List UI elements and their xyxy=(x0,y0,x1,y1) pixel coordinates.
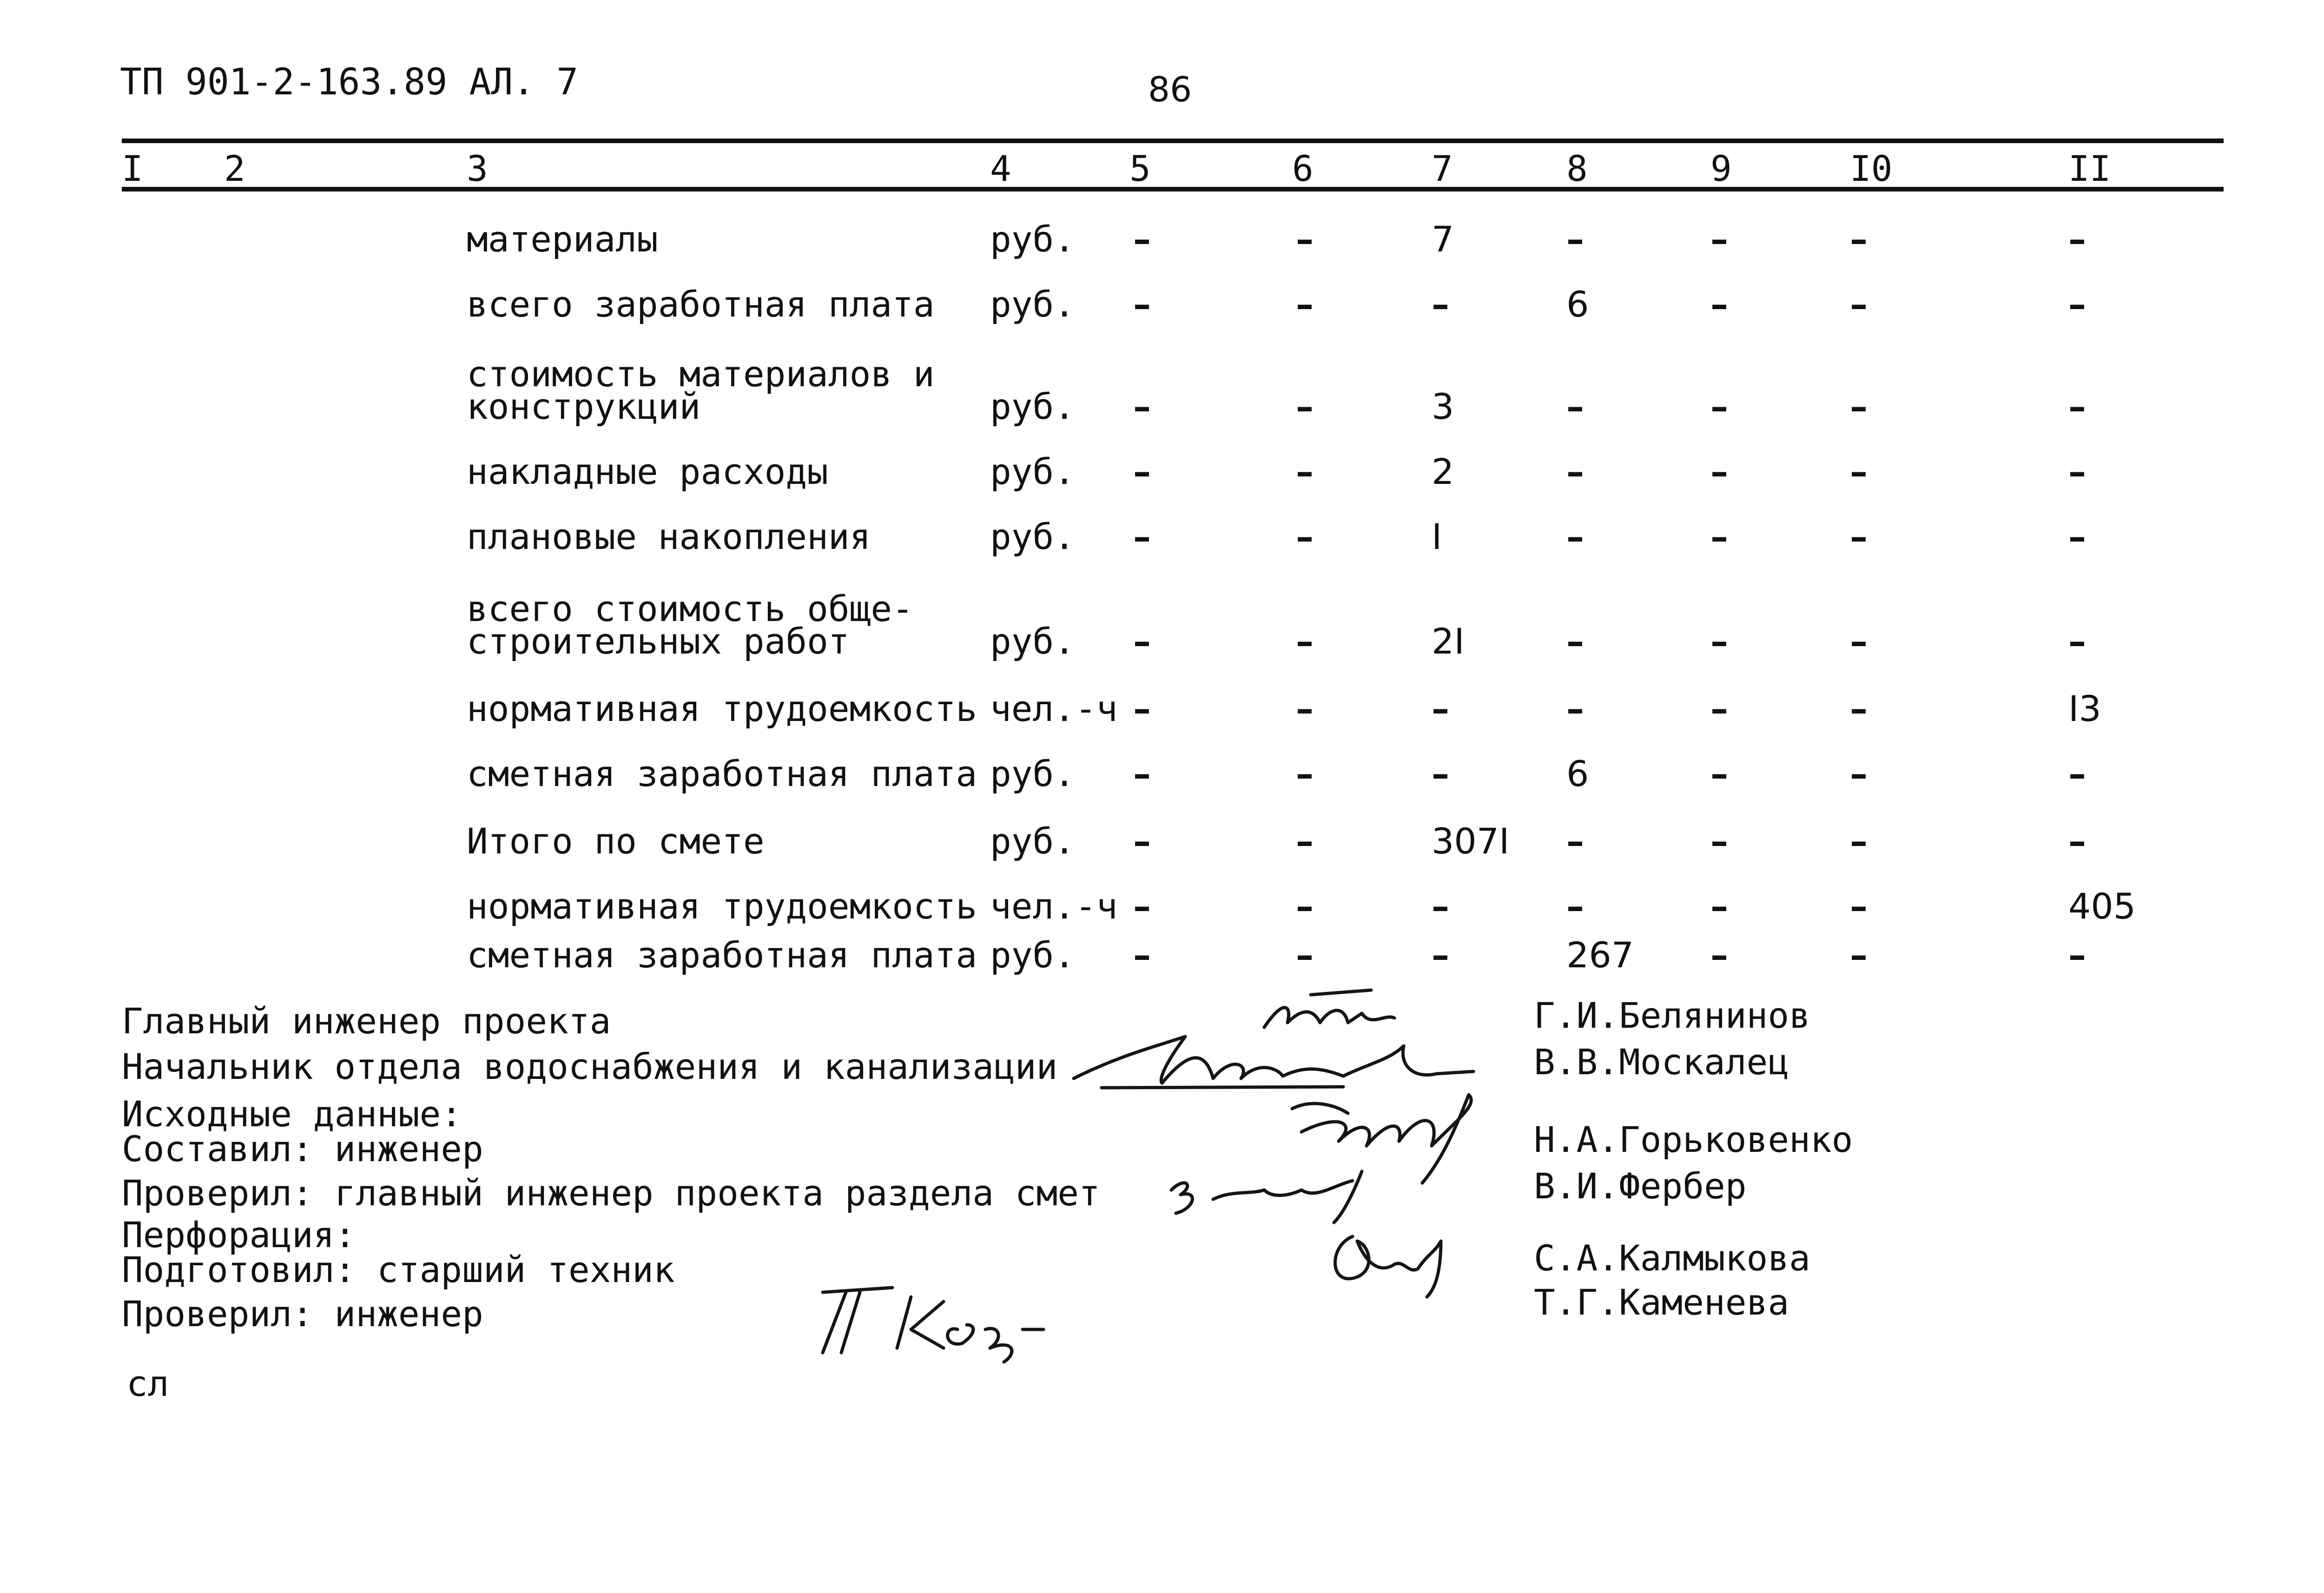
row-unit: чел.-ч xyxy=(990,688,1118,729)
empty-dash-cell: – xyxy=(1432,284,1449,325)
column-header-2: 2 xyxy=(224,148,245,189)
name-gorkovenko: Н.А.Горьковенко xyxy=(1534,1119,1853,1160)
empty-dash-cell: – xyxy=(1432,688,1449,729)
name-belyaninov: Г.И.Белянинов xyxy=(1534,995,1810,1036)
empty-dash-cell: – xyxy=(1710,386,1728,427)
page-number: 86 xyxy=(1148,70,1192,110)
header-bottom-rule xyxy=(122,187,2224,192)
row-unit: руб. xyxy=(990,284,1076,325)
row-unit: чел.-ч xyxy=(990,886,1118,927)
empty-dash-cell: – xyxy=(1710,886,1728,927)
row-unit: руб. xyxy=(990,621,1076,662)
empty-dash-cell: – xyxy=(1133,218,1151,260)
empty-dash-cell: – xyxy=(2068,621,2086,662)
empty-dash-cell: – xyxy=(1710,218,1728,260)
column-header-11: II xyxy=(2068,148,2111,189)
empty-dash-cell: – xyxy=(1133,753,1151,794)
empty-dash-cell: – xyxy=(1710,820,1728,862)
empty-dash-cell: – xyxy=(1850,516,1868,557)
empty-dash-cell: – xyxy=(1296,284,1314,325)
name-ferber: В.И.Фербер xyxy=(1534,1165,1747,1207)
empty-dash-cell: – xyxy=(1296,516,1314,557)
role-head-of-department: Начальник отдела водоснабжения и канализации xyxy=(122,1046,1058,1087)
row-unit: руб. xyxy=(990,820,1076,862)
row-description: всего заработная плата xyxy=(467,284,935,325)
empty-dash-cell: – xyxy=(1296,886,1314,927)
row-description: нормативная трудоемкость xyxy=(467,886,977,927)
name-kameneva: Т.Г.Каменева xyxy=(1534,1282,1789,1323)
empty-dash-cell: – xyxy=(1710,688,1728,729)
column-header-5: 5 xyxy=(1129,148,1151,189)
empty-dash-cell: – xyxy=(1296,386,1314,427)
empty-dash-cell: – xyxy=(1566,688,1584,729)
row-unit: руб. xyxy=(990,386,1076,427)
role-perforation: Перфорация: xyxy=(122,1214,356,1256)
empty-dash-cell: – xyxy=(2068,820,2086,862)
empty-dash-cell: – xyxy=(1432,934,1449,976)
name-kalmykova: С.А.Калмыкова xyxy=(1534,1237,1810,1279)
value-cell: 6 xyxy=(1566,284,1589,325)
row-description: сметная заработная плата xyxy=(467,753,977,794)
value-cell: 6 xyxy=(1566,753,1589,794)
row-unit: руб. xyxy=(990,218,1076,260)
value-cell: 2 xyxy=(1432,451,1454,492)
empty-dash-cell: – xyxy=(1296,753,1314,794)
value-cell: 405 xyxy=(2068,886,2136,927)
role-compiled-by: Составил: инженер xyxy=(122,1128,483,1170)
empty-dash-cell: – xyxy=(1296,688,1314,729)
row-description: материалы xyxy=(467,218,658,260)
empty-dash-cell: – xyxy=(1710,621,1728,662)
column-header-1: I xyxy=(122,148,143,189)
empty-dash-cell: – xyxy=(1710,934,1728,976)
empty-dash-cell: – xyxy=(1850,753,1868,794)
column-header-9: 9 xyxy=(1710,148,1732,189)
role-prepared-by: Подготовил: старший техник xyxy=(122,1249,675,1290)
row-description: конструкций xyxy=(467,386,701,427)
empty-dash-cell: – xyxy=(1850,284,1868,325)
empty-dash-cell: – xyxy=(1296,621,1314,662)
column-header-10: I0 xyxy=(1850,148,1893,189)
empty-dash-cell: – xyxy=(2068,516,2086,557)
row-description: Итого по смете xyxy=(467,820,765,862)
column-header-3: 3 xyxy=(467,148,488,189)
empty-dash-cell: – xyxy=(1296,820,1314,862)
document-code: ТП 901-2-163.89 АЛ. 7 xyxy=(120,61,579,103)
column-header-8: 8 xyxy=(1566,148,1588,189)
empty-dash-cell: – xyxy=(1133,451,1151,492)
empty-dash-cell: – xyxy=(1566,820,1584,862)
empty-dash-cell: – xyxy=(2068,753,2086,794)
empty-dash-cell: – xyxy=(1566,218,1584,260)
empty-dash-cell: – xyxy=(1133,820,1151,862)
row-unit: руб. xyxy=(990,451,1076,492)
signature-kalmykova xyxy=(1325,1227,1464,1306)
empty-dash-cell: – xyxy=(2068,386,2086,427)
empty-dash-cell: – xyxy=(1566,516,1584,557)
signature-initials-kal xyxy=(804,1278,1046,1367)
header-top-rule xyxy=(122,139,2224,143)
empty-dash-cell: – xyxy=(1710,284,1728,325)
value-cell: 267 xyxy=(1566,934,1634,976)
empty-dash-cell: – xyxy=(1133,688,1151,729)
role-source-data: Исходные данные: xyxy=(122,1093,462,1135)
row-description: плановые накопления xyxy=(467,516,871,557)
role-chief-engineer: Главный инженер проекта xyxy=(122,1000,611,1042)
signature-moskalets xyxy=(1064,1027,1483,1097)
row-unit: руб. xyxy=(990,753,1076,794)
column-header-7: 7 xyxy=(1432,148,1453,189)
value-cell: I xyxy=(1432,516,1442,557)
row-unit: руб. xyxy=(990,516,1076,557)
empty-dash-cell: – xyxy=(1432,753,1449,794)
empty-dash-cell: – xyxy=(1566,886,1584,927)
row-description: стоимость материалов и xyxy=(467,353,935,395)
empty-dash-cell: – xyxy=(1133,284,1151,325)
empty-dash-cell: – xyxy=(1296,934,1314,976)
empty-dash-cell: – xyxy=(1296,218,1314,260)
empty-dash-cell: – xyxy=(1850,451,1868,492)
name-moskalets: В.В.Москалец xyxy=(1534,1041,1789,1083)
value-cell: I3 xyxy=(2068,688,2101,729)
value-cell: 7 xyxy=(1432,218,1454,260)
empty-dash-cell: – xyxy=(1850,218,1868,260)
value-cell: 2I xyxy=(1432,621,1465,662)
column-header-6: 6 xyxy=(1292,148,1314,189)
row-description: всего стоимость обще- xyxy=(467,588,913,629)
empty-dash-cell: – xyxy=(1850,820,1868,862)
empty-dash-cell: – xyxy=(1850,688,1868,729)
value-cell: 307I xyxy=(1432,820,1510,862)
empty-dash-cell: – xyxy=(1566,451,1584,492)
empty-dash-cell: – xyxy=(1710,516,1728,557)
empty-dash-cell: – xyxy=(1566,621,1584,662)
row-description: сметная заработная плата xyxy=(467,934,977,976)
empty-dash-cell: – xyxy=(1710,753,1728,794)
empty-dash-cell: – xyxy=(1133,886,1151,927)
signature-ferber xyxy=(1157,1162,1399,1227)
empty-dash-cell: – xyxy=(1296,451,1314,492)
empty-dash-cell: – xyxy=(1432,886,1449,927)
role-checked-by-chief: Проверил: главный инженер проекта раздела смет xyxy=(122,1172,1100,1214)
empty-dash-cell: – xyxy=(2068,218,2086,260)
signature-initials-text: Т Кал- xyxy=(930,1334,931,1335)
empty-dash-cell: – xyxy=(1850,934,1868,976)
footer-mark: сл xyxy=(126,1363,169,1404)
empty-dash-cell: – xyxy=(1566,386,1584,427)
empty-dash-cell: – xyxy=(2068,284,2086,325)
row-description: строительных работ xyxy=(467,621,850,662)
empty-dash-cell: – xyxy=(1133,386,1151,427)
empty-dash-cell: – xyxy=(1133,934,1151,976)
empty-dash-cell: – xyxy=(1850,386,1868,427)
row-description: нормативная трудоемкость xyxy=(467,688,977,729)
row-description: накладные расходы xyxy=(467,451,828,492)
empty-dash-cell: – xyxy=(1133,516,1151,557)
value-cell: 3 xyxy=(1432,386,1454,427)
empty-dash-cell: – xyxy=(1133,621,1151,662)
empty-dash-cell: – xyxy=(1710,451,1728,492)
column-header-4: 4 xyxy=(990,148,1011,189)
empty-dash-cell: – xyxy=(1850,621,1868,662)
role-checked-by-engineer: Проверил: инженер xyxy=(122,1293,483,1335)
empty-dash-cell: – xyxy=(2068,451,2086,492)
empty-dash-cell: – xyxy=(2068,934,2086,976)
empty-dash-cell: – xyxy=(1850,886,1868,927)
row-unit: руб. xyxy=(990,934,1076,976)
